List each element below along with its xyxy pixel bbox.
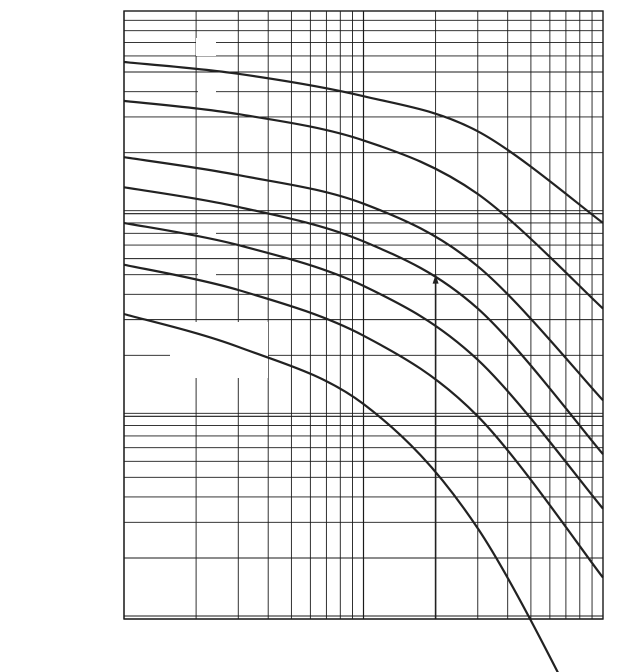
- curve-label-blank: [196, 38, 216, 56]
- label-blanks: [170, 38, 268, 378]
- grid-layer: [124, 11, 603, 619]
- curve-label-blank: [198, 122, 216, 136]
- curve-label-blank: [198, 83, 216, 97]
